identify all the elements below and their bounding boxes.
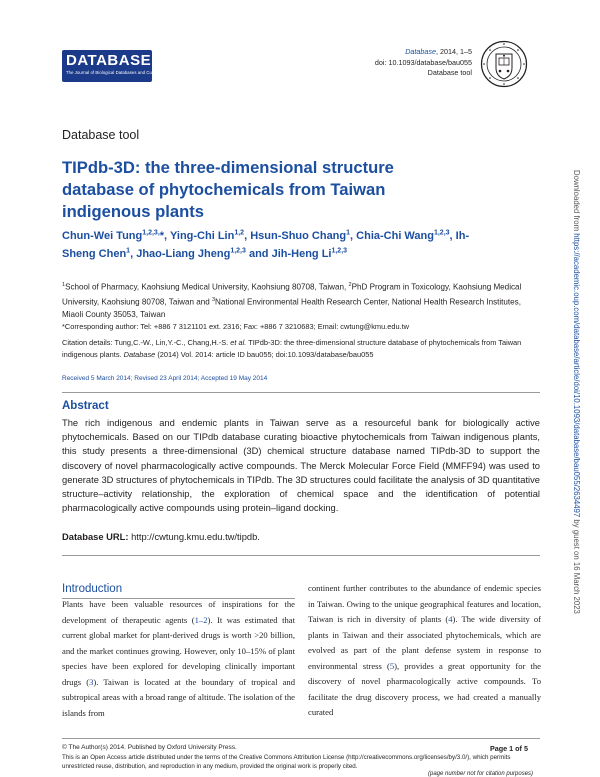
introduction-column-left: Plants have been valuable resources of inspirations for the development of therapeutic agents (1–2). It was estimated that current global market for plant-derived drugs is worth >20 billion, and the market continues growing. However, only 10–15% of plant species have been explored for developing clinically important drugs (3). Taiwan is located at the boundary of tropical and subtropical areas with a broad range of altitude. The isolation of the islands from <box>62 599 296 718</box>
divider <box>62 738 540 739</box>
article-type: Database tool <box>427 68 472 77</box>
oxford-seal-icon <box>480 40 528 88</box>
author: Ying-Chi Lin$^{1,2}$, <box>169 229 251 242</box>
divider <box>62 392 540 393</box>
author: Chia-Chi Wang$^{1,2,3}$, <box>356 229 456 242</box>
affiliations: $^1$School of Pharmacy, Kaohsiung Medical University, Kaohsiung 80708, Taiwan, $^2$PhD Program in Toxicology, Kaohsiung Medical University, Kaohsiung 80708, Taiwan and $^3$National Environmental Health Research Center, National Health Research Institutes, Miaoli County 35053, Taiwan <box>62 282 522 320</box>
citation-link[interactable]: 5 <box>389 660 395 671</box>
citation-link[interactable]: 3 <box>89 676 94 687</box>
download-link[interactable]: https://academic.oup.com/database/article/doi/10.1093/database/bau055/2634497 <box>572 233 581 518</box>
divider <box>62 555 540 556</box>
author: Chun-Wei Tung$^{1,2,3,}$*, <box>62 229 170 242</box>
page-number: Page 1 of 5 <box>490 744 528 753</box>
introduction-heading: Introduction <box>62 583 123 595</box>
database-url <box>62 532 260 542</box>
download-stamp: Downloaded from https://academic.oup.com/database/article/doi/10.1093/database/bau055/2634497 by guest on 16 March 2023 <box>572 170 581 614</box>
license-notice: This is an Open Access article distributed under the terms of the Creative Commons Attribution License (http://creativecommons.org/licenses/by/3.0/), which permits unrestricted reuse, distribution, and reproduction in any medium, provided the original work is properly cited. <box>62 754 511 770</box>
author: Jih-Heng Li$^{1,2,3}$ <box>271 247 348 261</box>
doi-text[interactable]: doi: 10.1093/database/bau055 <box>374 57 472 67</box>
introduction-column-right: continent further contributes to the abundance of endemic species in Taiwan. Owing to the unique geographical features and location, Taiwan is rich in diversity of plants (4). The wide diversity of plants in Taiwan and their associated phytochemicals, which are evolved as part of the plant defense system in response to environmental stress (5), provides a great opportunity for the discovery of novel pharmacologically active compounds. To facilitate the drug discovery process, we had created a manually curated <box>308 583 542 717</box>
logo-subtitle: The Journal of Biological Databases and Curation <box>66 70 163 75</box>
journal-header-info <box>375 47 472 79</box>
abstract-heading: Abstract <box>62 400 109 412</box>
logo-text: DATABASE <box>66 52 152 69</box>
abstract-text: The rich indigenous and endemic plants in Taiwan serve as a resourceful bank for biologically active phytochemicals. Based on our TIPdb database curating bioactive phytochemicals from Taiwan indigenous plants, this study presents a three-dimensional (3D) chemical structure database named TIPdb-3D to support the discovery of novel pharmacologically active compounds. The Merck Molecular Force Field (MMFF94) was used to generate 3D structures of phytochemicals in TIPdb. The 3D structures could facilitate the analysis of 3D quantitative structure–activity relationship, the exploration of chemical space and the identification of potential pharmacologically active compounds using protein–ligand docking. <box>62 418 540 514</box>
page-number-note: (page number not for citation purposes) <box>428 771 534 777</box>
journal-line <box>375 47 472 58</box>
journal-volume: , 2014, 1–5 <box>436 47 472 56</box>
citation-link[interactable]: 1–2 <box>194 614 208 625</box>
citation-details: Citation details: Tung,C.-W., Lin,Y.-C., Chang,H.-S. et al. TIPdb-3D: the three-dimensional structure database of phytochemicals from Taiwan indigenous plants. Database (2014) Vol. 2014: article ID bau055; doi:10.1093/database/bau055 <box>62 338 522 359</box>
author: Jhao-Liang Jheng$^{1,2,3}$ and <box>136 247 272 261</box>
copyright-notice: © The Author(s) 2014. Published by Oxford University Press. <box>62 744 237 751</box>
author: Ih-Sheng Chen$^1$, <box>62 229 470 261</box>
database-url-label: Database URL: <box>62 532 129 542</box>
journal-logo <box>62 50 163 82</box>
citation-link[interactable]: 4 <box>448 614 453 624</box>
journal-name: Database <box>405 47 437 56</box>
database-url-link[interactable]: http://cwtung.kmu.edu.tw/tipdb. <box>131 532 260 542</box>
corresponding-author: *Corresponding author: Tel: +886 7 3121101 ext. 2316; Fax: +886 7 3210683; Email: cwtung@kmu.edu.tw <box>62 322 410 331</box>
article-dates: Received 5 March 2014; Revised 23 April 2014; Accepted 19 May 2014 <box>62 375 268 382</box>
author: Hsun-Shuo Chang$^1$, <box>250 229 357 242</box>
section-label: Database tool <box>62 128 140 142</box>
article-title: TIPdb-3D: the three-dimensional structure database of phytochemicals from Taiwan indigenous plants <box>62 158 394 221</box>
author-list <box>62 225 482 262</box>
